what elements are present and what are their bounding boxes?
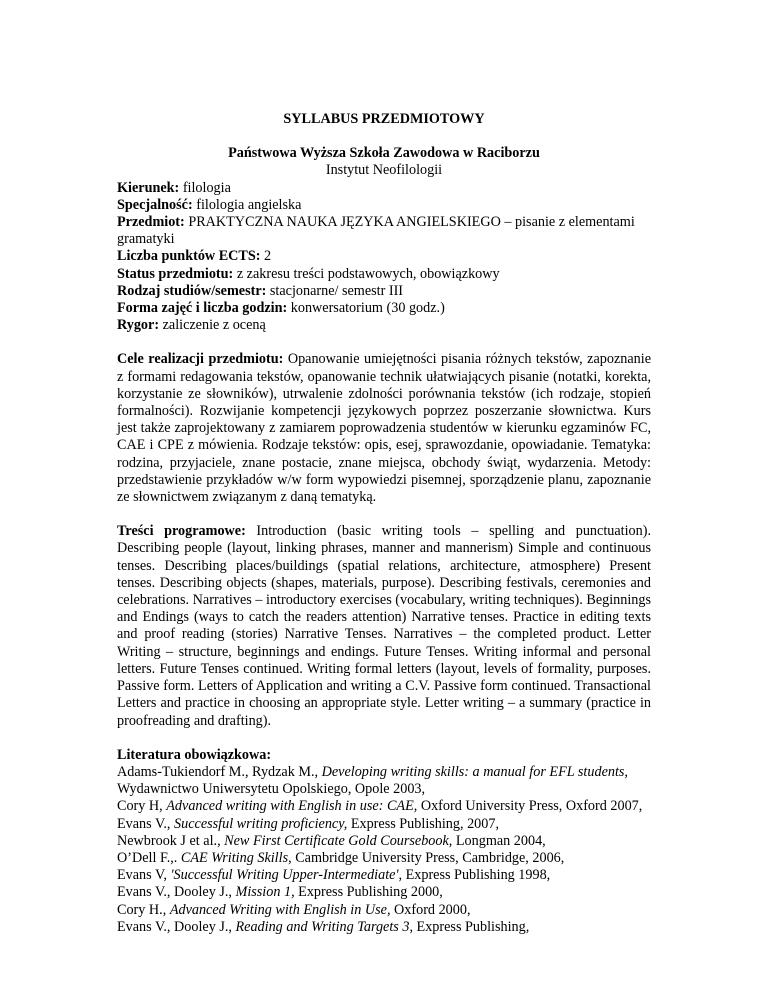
- literature-item: [117, 902, 651, 919]
- meta-value: stacjonarne/ semestr III: [266, 282, 404, 299]
- meta-value: filologia angielska: [192, 196, 302, 213]
- lit-publisher: Express Publishing 2000,: [294, 884, 443, 901]
- content-text: Introduction (basic writing tools – spelling and punctuation). Describing people (layout, linking phrases, manner and mannerism) Simple and continuous tenses. Describing places/buildings (spatial relations, architecture, atmosphere) Present tenses. Describing objects (shapes, materials, purpose). Describing festivals, ceremonies and celebrations. Narratives – introductory exercises (vocabulary, writing techniques). Beginnings and Endings (ways to catch the readers attention) Narrative tenses. Practice in editing texts and proof reading (stories) Narrative Tenses. Narratives – the completed product. Letter Writing – structure, beginnings and endings. Future Tenses. Writing informal and personal letters. Future Tenses continued. Writing formal letters (layout, levels of formality, purposes. Passive form. Letters of Application and writing a C.V. Passive form continued. Transactional Letters and practice in choosing an appropriate style. Letter writing – a summary (practice in proofreading and drafting).: [117, 523, 652, 729]
- goals-label: Cele realizacji przedmiotu:: [117, 351, 284, 368]
- meta-value: PRAKTYCZNA NAUKA JĘZYKA ANGIELSKIEGO – pisanie z elementami gramatyki: [117, 214, 635, 248]
- lit-book-title: Advanced writing with English in use: CAE,: [166, 798, 418, 815]
- meta-field-kierunek: [117, 180, 651, 197]
- literature-item: [117, 833, 651, 850]
- lit-publisher: Oxford University Press, Oxford 2007,: [417, 798, 643, 815]
- meta-value: zaliczenie z oceną: [159, 317, 266, 334]
- meta-field-przedmiot: [117, 214, 651, 248]
- content-paragraph: [117, 523, 651, 729]
- lit-author: Adams-Tukiendorf M., Rydzak M.,: [117, 763, 322, 780]
- meta-value: filologia: [179, 179, 231, 196]
- meta-label: Przedmiot:: [117, 214, 185, 231]
- lit-publisher: Longman 2004,: [452, 832, 546, 849]
- meta-label: Rodzaj studiów/semestr:: [117, 282, 267, 299]
- meta-field-ects: [117, 248, 651, 265]
- school-name: Państwowa Wyższa Szkoła Zawodowa w Raciborzu: [228, 145, 540, 162]
- lit-publisher: , Express Publishing 1998,: [398, 867, 551, 884]
- lit-publisher: Cambridge University Press, Cambridge, 2006,: [291, 849, 565, 866]
- document-title: SYLLABUS PRZEDMIOTOWY: [283, 111, 485, 127]
- lit-author: O’Dell F.,.: [117, 849, 181, 866]
- lit-author: Newbrook J et al.,: [117, 832, 225, 849]
- meta-label: Kierunek:: [117, 179, 180, 196]
- meta-label: Forma zajęć i liczba godzin:: [117, 300, 288, 317]
- goals-paragraph: [117, 351, 651, 506]
- meta-label: Specjalność:: [117, 196, 193, 213]
- literature-item: [117, 798, 651, 815]
- literature-item: [117, 867, 651, 884]
- meta-section: [117, 180, 651, 335]
- meta-field-rygor: [117, 317, 651, 334]
- meta-label: Rygor:: [117, 317, 160, 334]
- lit-publisher: , Express Publishing,: [409, 918, 530, 935]
- meta-field-forma-zajec: [117, 300, 651, 317]
- lit-publisher: , Wydawnictwo Uniwersytetu Opolskiego, Opole 2003,: [117, 763, 628, 798]
- institute-name: Instytut Neofilologii: [325, 162, 443, 179]
- spacer: [117, 334, 651, 351]
- lit-author: Evans V., Dooley J.,: [117, 884, 236, 901]
- literature-title: Literatura obowiązkowa:: [117, 746, 272, 763]
- literature-item: [117, 816, 651, 833]
- meta-field-rodzaj-studiow: [117, 283, 651, 300]
- literature-section: [117, 747, 651, 936]
- meta-value: z zakresu treści podstawowych, obowiązkowy: [233, 265, 500, 282]
- lit-publisher: Express Publishing, 2007,: [347, 815, 500, 832]
- goals-text: Opanowanie umiejętności pisania różnych tekstów, zapoznanie z formami redagowania tekstów, opanowanie technik ułatwiających pisanie (notatki, korekta, korzystanie ze słowników), utrwalenie zdolności porównania tekstów (ich rodzaje, stopień formalności). Rozwijanie kompetencji językowych poprzez poszerzanie słownictwa. Kurs jest także zaprojektowany z zamiarem poprowadzenia studentów w kierunku egzaminów FC, CAE i CPE z mówienia. Rodzaje tekstów: opis, esej, sprawozdanie, opowiadanie. Tematyka: rodzina, przyjaciele, znane postacie, znane miejsca, obchody świąt, wydarzenia. Metody: przedstawienie przykładów w/w form wypowiedzi pisemnej, sporządzenie planu, zapoznanie ze słownictwem związanym z daną tematyką.: [117, 351, 651, 506]
- lit-book-title: Developing writing skills: a manual for EFL students: [321, 763, 625, 780]
- literature-item: [117, 850, 651, 867]
- meta-value: konwersatorium (30 godz.): [287, 300, 445, 317]
- lit-author: Cory H,: [117, 798, 167, 815]
- meta-value: 2: [260, 248, 272, 265]
- syllabus-page: [117, 111, 651, 936]
- meta-label: Liczba punktów ECTS:: [117, 248, 261, 265]
- content-label: Treści programowe:: [117, 523, 246, 540]
- lit-book-title: Advanced Writing with English in Use,: [169, 901, 391, 918]
- literature-item: [117, 764, 651, 798]
- lit-book-title: Successful writing proficiency,: [174, 815, 348, 832]
- lit-book-title: CAE Writing Skills,: [180, 849, 292, 866]
- lit-book-title: New First Certificate Gold Coursebook,: [224, 832, 453, 849]
- lit-publisher: Oxford 2000,: [390, 901, 471, 918]
- spacer: [117, 730, 651, 747]
- meta-field-status: [117, 266, 651, 283]
- lit-book-title: 'Successful Writing Upper-Intermediate': [170, 867, 399, 884]
- lit-author: Evans V.,: [117, 815, 175, 832]
- literature-item: [117, 919, 651, 936]
- spacer: [117, 506, 651, 523]
- lit-author: Evans V., Dooley J.,: [117, 918, 236, 935]
- lit-author: Evans V,: [117, 867, 171, 884]
- lit-book-title: Reading and Writing Targets 3: [235, 918, 410, 935]
- lit-book-title: Mission 1,: [235, 884, 295, 901]
- meta-field-specjalnosc: [117, 197, 651, 214]
- lit-author: Cory H.,: [117, 901, 170, 918]
- literature-item: [117, 884, 651, 901]
- meta-label: Status przedmiotu:: [117, 265, 234, 282]
